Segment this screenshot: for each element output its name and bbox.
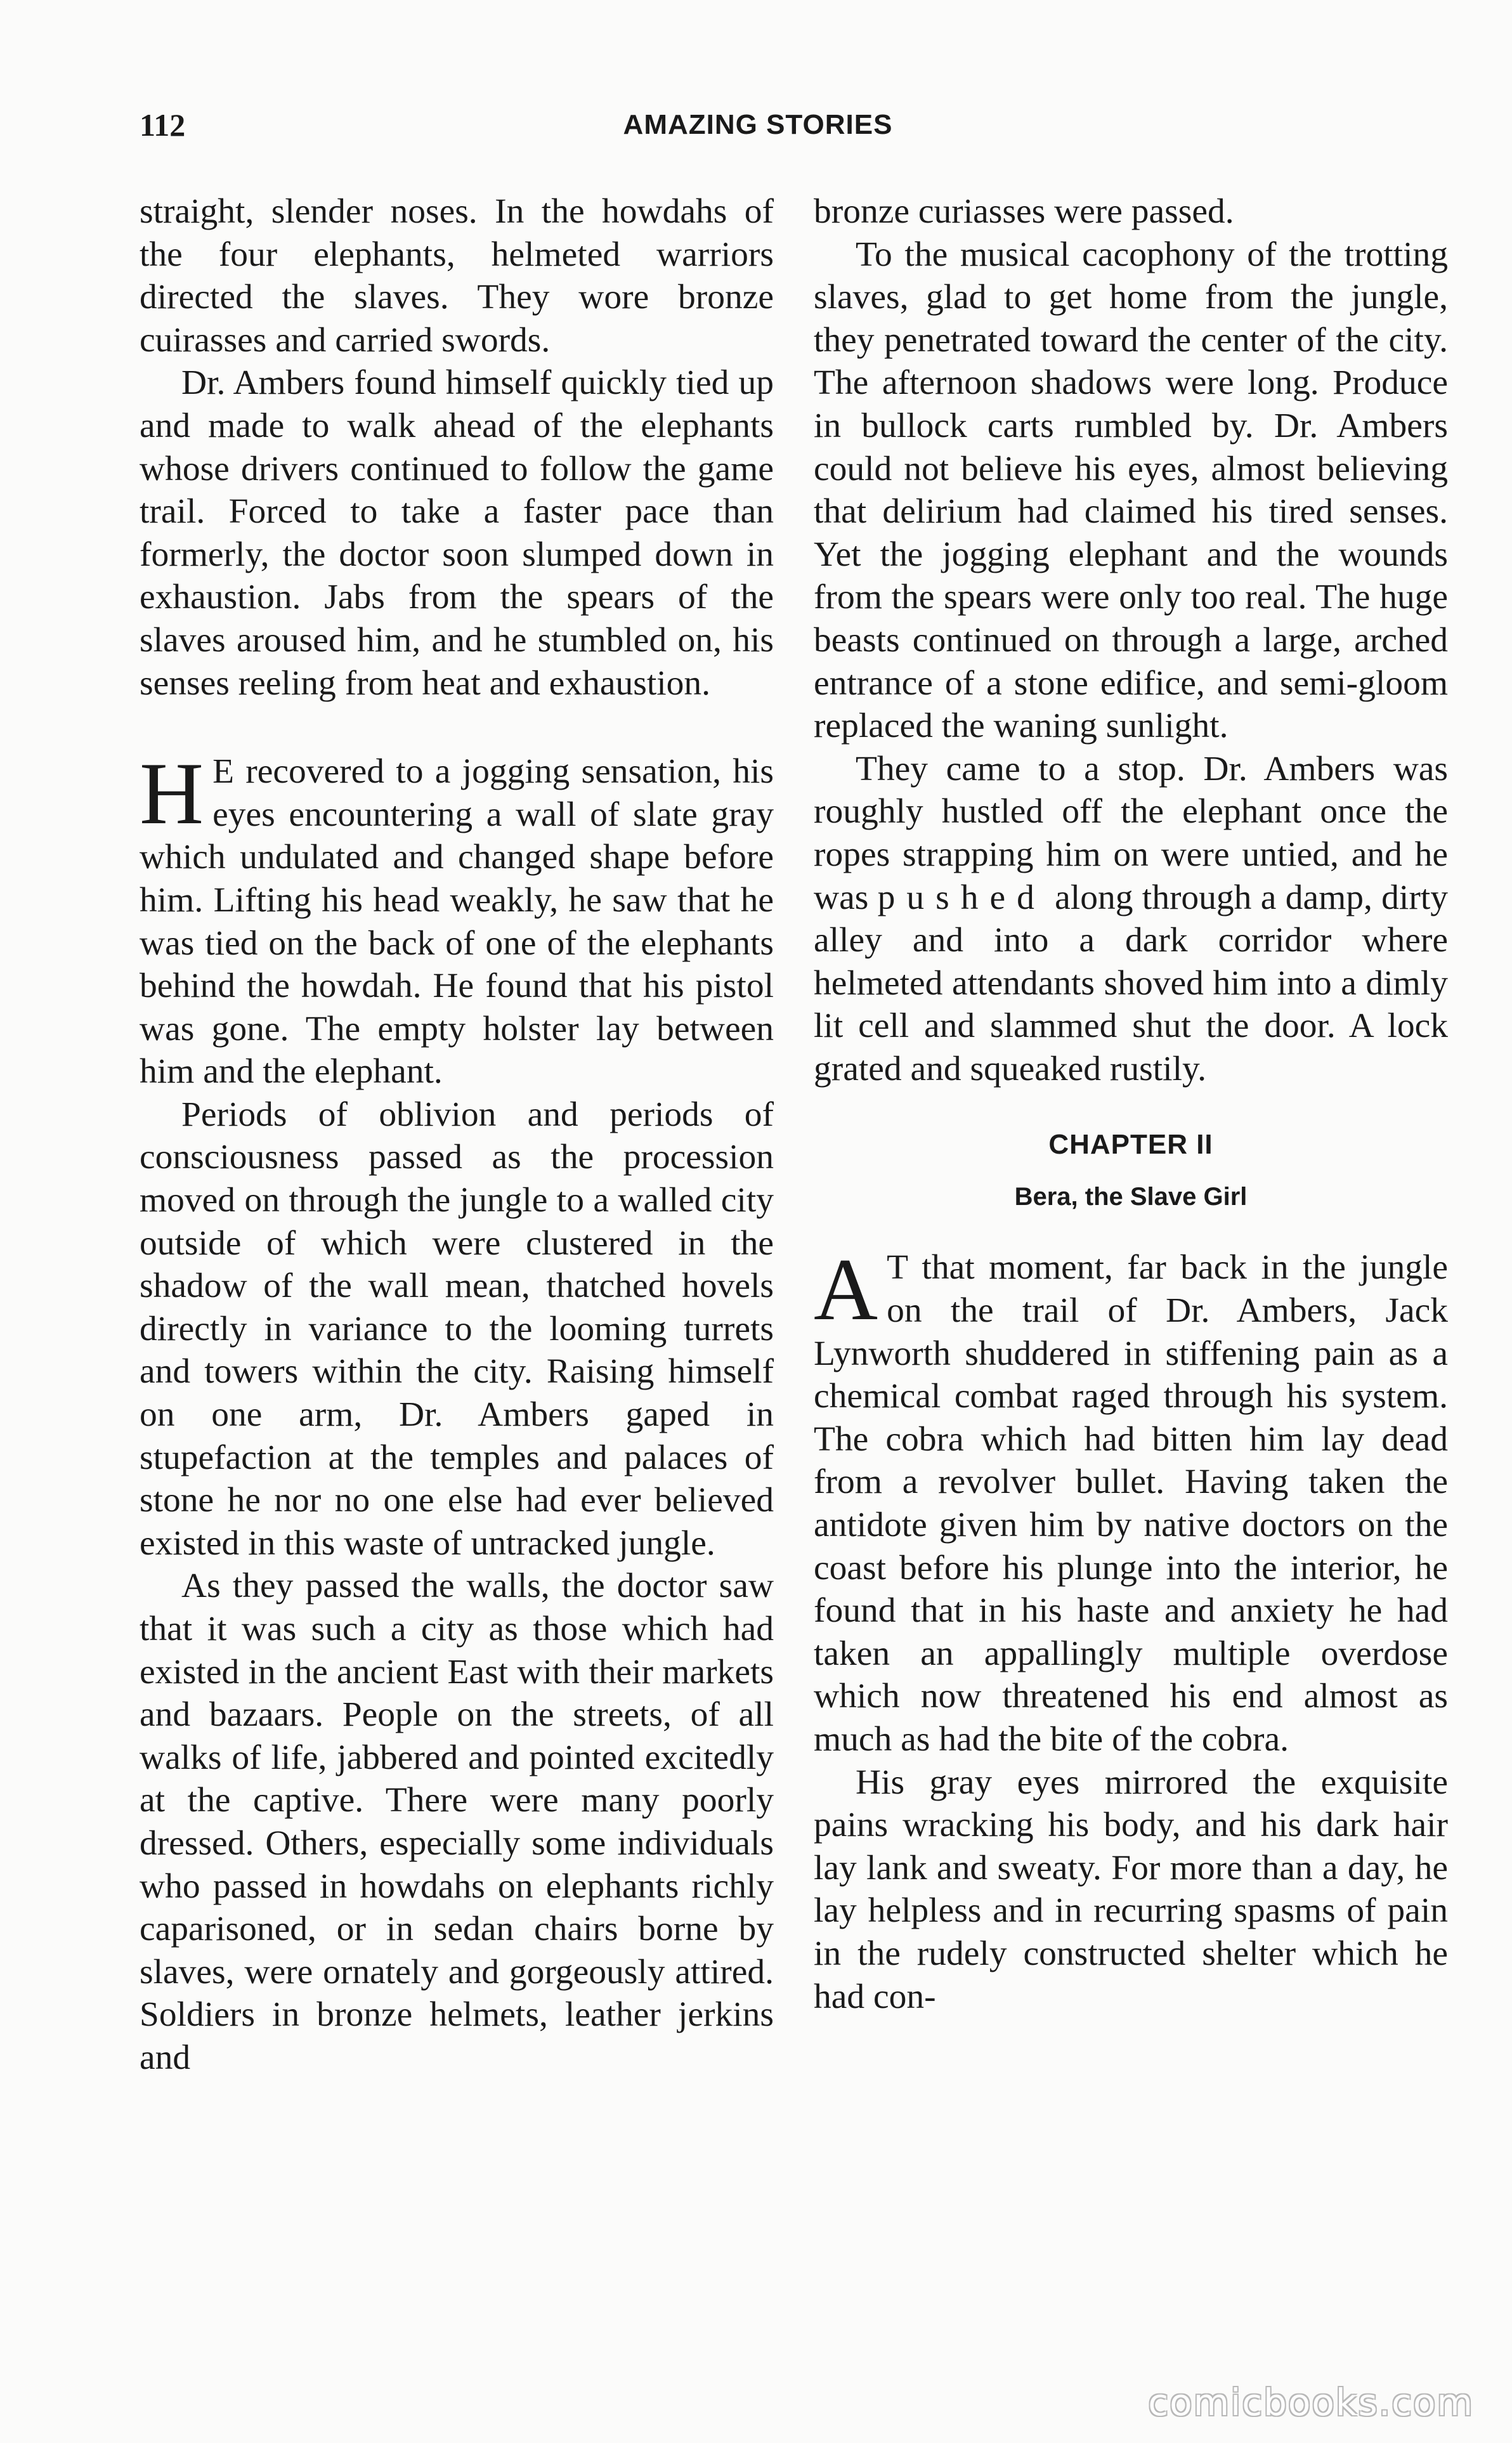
- running-title: AMAZING STORIES: [623, 109, 893, 140]
- paragraph: Periods of oblivion and periods of consciousness passed as the procession moved on through the jungle to a walled city outside of which were clustered in the shadow of the wall mean, thatched hovels directly in variance to the looming turrets and towers within the city. Raising himself on one arm, Dr. Ambers gaped in stupefaction at the temples and palaces of stone he nor no one else had ever believed existed in this waste of untracked jungle.: [140, 1095, 774, 1563]
- section-start-paragraph: [814, 1241, 1448, 1761]
- paragraph-text: T that moment, far back in the jungle on the trail of Dr. Ambers, Jack Lynworth shuddered in stiffening pain as a chemical combat raged through his system. The cobra which had bitten him lay dead from a revolver bullet. Having taken the antidote given him by native doctors on the coast before his plunge into the interior, he found that in his haste and anxiety he had taken an appallingly multiple overdose which now threatened his end almost as much as had the bite of the cobra.: [814, 1248, 1448, 1759]
- emphasized-word: pushed: [877, 878, 1046, 917]
- paragraph-text: along through a damp, dirty alley and into a dark corridor where helmeted attendants shoved him into a dimly lit cell and slammed shut the door. A lock grated and squeaked rustily.: [814, 878, 1448, 1088]
- chapter-subtitle: Bera, the Slave Girl: [1014, 1183, 1248, 1211]
- chapter-heading: CHAPTER II: [1048, 1129, 1213, 1161]
- page-number: 112: [140, 107, 186, 143]
- paragraph-text: E recovered to a jogging sensation, his eyes encountering a wall of slate gray which undulated and changed shape before him. Lifting his head weakly, he saw that he was tied on the back of one of the elephants behind the howdah. He found that his pistol was gone. The empty holster lay between him and the elephant.: [140, 752, 774, 1091]
- paragraph: bronze curiasses were passed.: [814, 192, 1234, 231]
- section-start-paragraph: [140, 745, 774, 1093]
- paragraph: straight, slender noses. In the howdahs of the four elephants, helmeted warriors directed the slaves. They wore bronze cuirasses and carried swords.: [140, 192, 774, 360]
- left-column: [140, 190, 774, 2080]
- paragraph-text: They came to a stop. Dr. Ambers was roughly hustled off the elephant once the ropes strapping him on were untied, and he was: [814, 749, 1448, 917]
- paragraph: His gray eyes mirrored the exquisite pains wracking his body, and his dark hair lay lank and sweaty. For more than a day, he lay helpless and in recurring spasms of pain in the rudely constructed shelter which he had con-: [814, 1762, 1448, 2016]
- watermark: comicbooks.com: [1148, 2381, 1474, 2424]
- right-column: [814, 190, 1448, 2018]
- paragraph: Dr. Ambers found himself quickly tied up and made to walk ahead of the elephants whose drivers continued to follow the game trail. Forced to take a faster pace than formerly, the doctor soon slumped down in exhaustion. Jabs from the spears of the slaves aroused him, and he stumbled on, his senses reeling from heat and exhaustion.: [140, 363, 774, 703]
- paragraph: [814, 748, 1448, 1091]
- drop-cap: A: [814, 1241, 878, 1339]
- page-header: [140, 107, 1376, 151]
- paragraph: As they passed the walls, the doctor saw that it was such a city as those which had existed in the ancient East with their markets and bazaars. People on the streets, of all walks of life, jabbered and pointed excitedly at the captive. There were many poorly dressed. Others, especially some individuals who passed in howdahs on elephants richly caparisoned, or in sedan chairs borne by slaves, were ornately and gorgeously attired. Soldiers in bronze helmets, leather jerkins and: [140, 1567, 774, 2077]
- paragraph: To the musical cacophony of the trotting slaves, glad to get home from the jungle, they penetrated toward the center of the city. The afternoon shadows were long. Produce in bullock carts rumbled by. Dr. Ambers could not believe his eyes, almost believing that delirium had claimed his tired senses. Yet the jogging elephant and the wounds from the spears were only too real. The huge beasts continued on through a large, arched entrance of a stone edifice, and semi-gloom replaced the waning sunlight.: [814, 235, 1448, 746]
- drop-cap: H: [140, 745, 204, 844]
